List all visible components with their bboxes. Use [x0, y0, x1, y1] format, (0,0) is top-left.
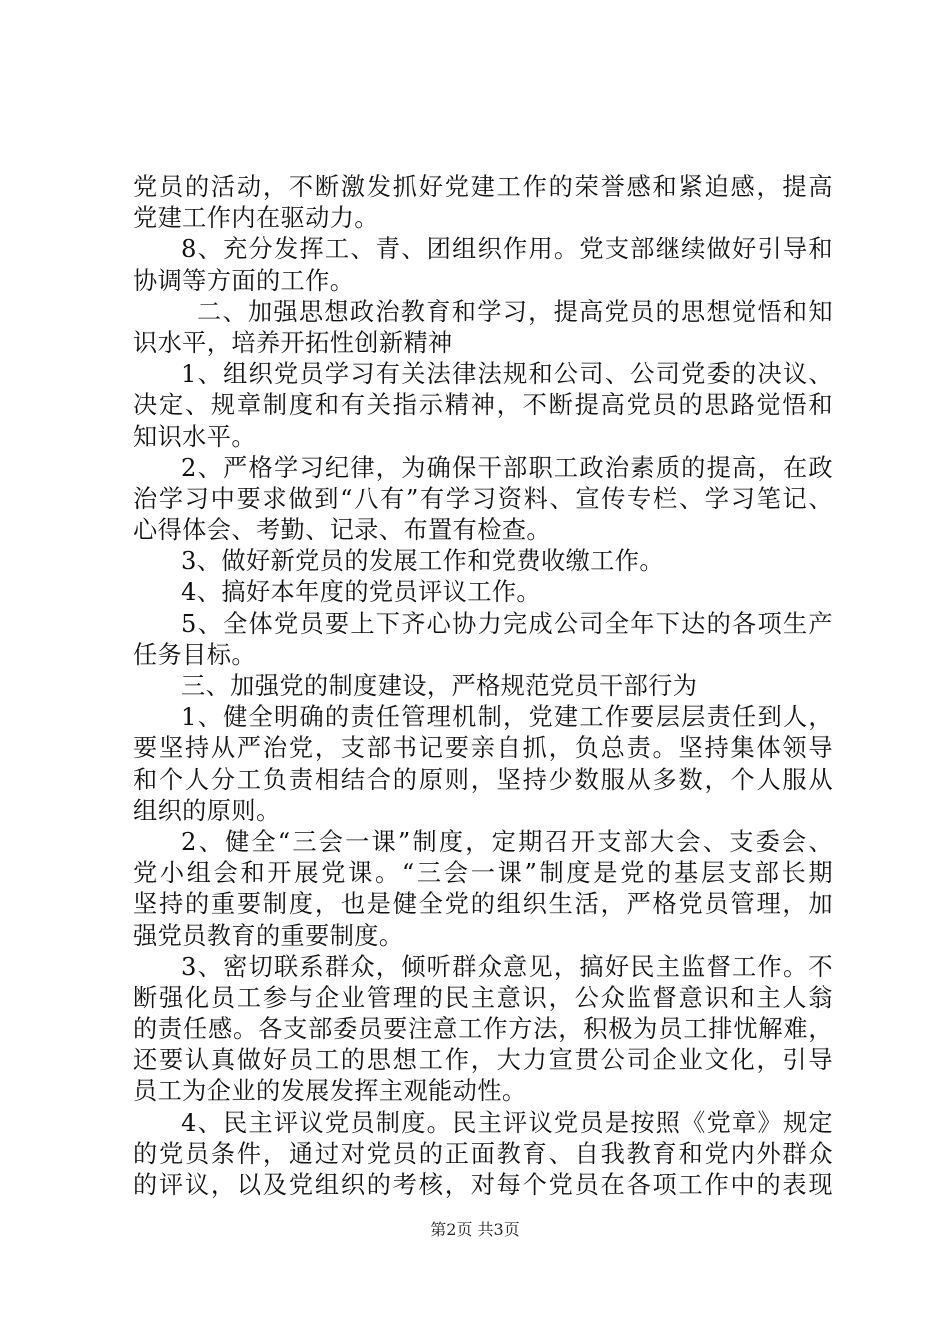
section-heading-line: 识水平，培养开拓性创新精神 [133, 328, 453, 357]
text-line: 知识水平。 [133, 422, 256, 451]
text-line: 心得体会、考勤、记录、布置有检查。 [133, 516, 551, 545]
text-line: 4、搞好本年度的党员评议工作。 [181, 578, 542, 607]
section-heading-line: 三、加强党的制度建设，严格规范党员干部行为 [181, 672, 698, 700]
text-line: 1、组织党员学习有关法律法规和公司、公司党委的决议、 [181, 360, 833, 389]
section-heading-line: 二、加强思想政治教育和学习，提高党员的思想觉悟和知 [197, 297, 833, 326]
text-line: 党小组会和开展党课。“三会一课”制度是党的基层支部长期 [133, 859, 833, 888]
text-line: 的责任感。各支部委员要注意工作方法，积极为员工排忧解难， [133, 1015, 833, 1044]
text-line: 断强化员工参与企业管理的民主意识，公众监督意识和主人翁 [133, 983, 833, 1012]
text-line: 组织的原则。 [133, 796, 281, 825]
text-line: 治学习中要求做到“八有”有学习资料、宣传专栏、学习笔记、 [133, 484, 833, 513]
document-body [133, 172, 833, 1201]
text-line: 4、民主评议党员制度。民主评议党员是按照《党章》规定 [181, 1108, 833, 1137]
text-line: 党员的活动，不断激发抓好党建工作的荣誉感和紧迫感，提高 [133, 173, 833, 201]
text-line: 要坚持从严治党，支部书记要亲自抓，负总责。坚持集体领导 [133, 734, 833, 763]
text-line: 2、严格学习纪律，为确保干部职工政治素质的提高，在政 [181, 453, 833, 482]
text-line: 党建工作内在驱动力。 [133, 204, 379, 233]
text-line: 任务目标。 [133, 640, 256, 669]
text-line: 5、全体党员要上下齐心协力完成公司全年下达的各项生产 [181, 609, 833, 638]
page-footer: 第2页 共3页 [430, 1220, 520, 1239]
text-line: 还要认真做好员工的思想工作，大力宣贯公司企业文化，引导 [133, 1046, 833, 1075]
text-line: 的评议，以及党组织的考核，对每个党员在各项工作中的表现 [133, 1171, 833, 1199]
text-line: 8、充分发挥工、青、团组织作用。党支部继续做好引导和 [181, 235, 833, 264]
text-line: 2、健全“三会一课”制度，定期召开支部大会、支委会、 [181, 827, 833, 856]
text-line: 员工为企业的发展发挥主观能动性。 [133, 1077, 527, 1106]
text-line: 强党员教育的重要制度。 [133, 921, 404, 950]
text-line: 坚持的重要制度，也是健全党的组织生活，严格党员管理，加 [133, 890, 833, 919]
text-line: 决定、规章制度和有关指示精神，不断提高党员的思路觉悟和 [133, 391, 833, 420]
text-line: 1、健全明确的责任管理机制，党建工作要层层责任到人， [181, 703, 833, 732]
text-line: 和个人分工负责相结合的原则，坚持少数服从多数，个人服从 [133, 765, 833, 794]
text-line: 的党员条件，通过对党员的正面教育、自我教育和党内外群众 [133, 1139, 833, 1168]
text-line: 3、做好新党员的发展工作和党费收缴工作。 [181, 547, 664, 576]
text-line: 协调等方面的工作。 [133, 266, 355, 295]
text-line: 3、密切联系群众，倾听群众意见，搞好民主监督工作。不 [181, 952, 833, 981]
